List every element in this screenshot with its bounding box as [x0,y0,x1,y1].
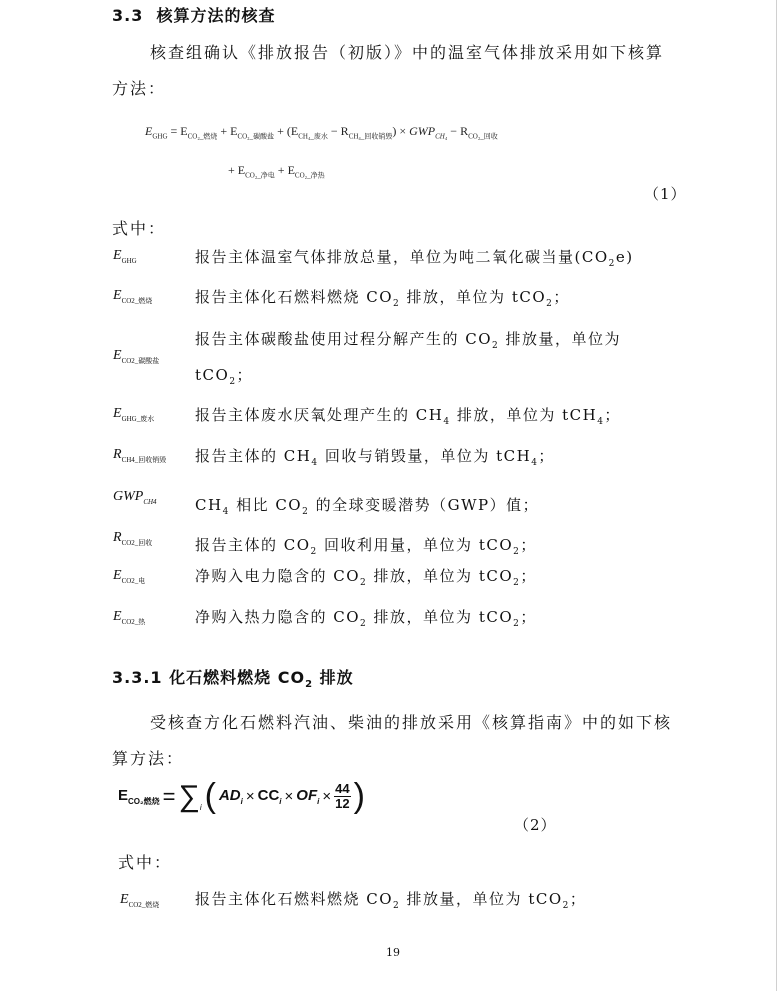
section-heading [112,3,276,26]
subsection-number: 3.3.1 [112,668,163,687]
def-text-gwp-ch4: $CH_4$ 相比 $CO_2$ 的全球变暖潜势（GWP）值； [195,496,540,517]
formula-2-times-2: × [284,788,294,805]
def-text-r-co2-recovery: 报告主体的 $CO_2$ 回收利用量，单位为 tCO$_2$； [195,536,537,557]
def-symbol-e-co2-heat: $E_{CO2\_热}$ [113,609,146,626]
formula-2-number: （2） [514,816,557,834]
formula-1-term-net-heat: $E_{CO_2\_净热}$ [287,163,325,180]
where-label-1: 式中： [112,219,167,238]
formula-1-minus: − [330,124,338,138]
formula-1-term-net-power: $E_{CO_2\_净电}$ [237,163,275,180]
subsection-title: 化石燃料燃烧 $CO_2$ 排放 [169,668,354,691]
formula-1-number: （1） [644,185,687,203]
formula-2-equals: = [162,783,176,809]
def-text-e-ghg-wastewater: 报告主体废水厌氧处理产生的 $CH_4$ 排放，单位为 tCH$_4$； [195,406,621,427]
formula-1-plus-4: + [277,163,285,177]
formula-2-ad: $AD_i$ [218,787,243,806]
formula-2-right-paren: ) [353,777,365,815]
intro2-line-1: 受核查方化石燃料汽油、柴油的排放采用《核算指南》中的如下核 [150,713,673,732]
def-symbol-e-co2-combustion: $E_{CO2\_燃烧}$ [113,288,153,305]
where-label-2: 式中： [118,853,173,872]
formula-1-equals: = [170,124,178,138]
page-number: 19 [386,946,400,959]
formula-1-minus-2: − [450,124,458,138]
def-symbol-r-co2-recovery: $R_{CO2\_回收}$ [113,530,153,547]
formula-2-left-paren: ( [204,777,216,815]
def-symbol-e-ghg-wastewater: $E_{GHG\_废水}$ [113,406,155,423]
formula-1-term-combustion: $E_{CO_2\_燃烧}$ [180,124,218,141]
formula-1-term-wastewater: $E_{CH_4\_废水}$ [290,124,328,141]
def-text-e-co2-heat: 净购入热力隐含的 $CO_2$ 排放，单位为 tCO$_2$； [195,608,537,629]
formula-2-lhs: $E_{CO_2燃烧}$ [118,786,160,806]
def-symbol-e-co2-power: $E_{CO2\_电}$ [113,568,146,585]
section-number: 3.3 [112,6,144,25]
formula-2-times-1: × [245,788,255,805]
formula-1-close-times: ) × [392,124,407,138]
formula-1-term-carbonate: $E_{CO_2\_碳酸盐}$ [230,124,275,141]
def-symbol-e-co2-carbonate: $E_{CO2\_碳酸盐}$ [113,348,160,365]
def-text-e-ghg: 报告主体温室气体排放总量，单位为吨二氧化碳当量$(CO_2e)$ [195,248,634,269]
def-text-e-co2-carbonate-line-2: tCO$_2$； [195,366,254,387]
def-text-r-ch4-recovery: 报告主体的 $CH_4$ 回收与销毁量，单位为 tCH$_4$； [195,447,555,468]
def-text-e-co2-carbonate: 报告主体碳酸盐使用过程分解产生的 $CO_2$ 排放量，单位为 [195,330,622,351]
formula-1-plus-3: + [228,163,235,177]
formula-1-lhs: $E_{GHG}$ [145,124,168,141]
formula-1-line-1 [145,124,498,141]
formula-2 [118,777,365,816]
def-symbol-e-co2-combustion-2: $E_{CO2\_燃烧}$ [120,892,160,909]
intro2-line-2: 算方法： [112,749,185,768]
formula-1-line-2 [228,163,325,180]
formula-1-term-gwp: $GWP_{CH_4}$ [409,124,448,141]
formula-2-of: $OF_i$ [296,787,320,806]
intro-line-1: 核查组确认《排放报告（初版）》中的温室气体排放采用如下核算 [150,43,665,62]
page-right-border [776,0,777,991]
intro-line-2: 方法： [112,79,167,98]
def-symbol-r-ch4-recovery: $R_{CH4\_回收销毁}$ [113,447,167,464]
def-symbol-e-ghg: $E_{GHG}$ [113,248,137,265]
formula-1-plus: + [220,124,228,138]
formula-1-term-co2-recovery: $R_{CO_2\_回收}$ [460,124,498,141]
formula-2-fraction [334,782,350,811]
def-text-e-co2-combustion-2: 报告主体化石燃料燃烧 $CO_2$ 排放量，单位为 tCO$_2$； [195,890,587,911]
formula-2-cc: $CC_i$ [257,787,282,806]
formula-2-sum: $\sum_i$ [178,779,202,813]
def-symbol-gwp-ch4: $GWP_{CH4}$ [113,489,157,506]
def-text-e-co2-combustion: 报告主体化石燃料燃烧 $CO_2$ 排放，单位为 tCO$_2$； [195,288,570,309]
formula-1-plus-paren: + ( [277,124,291,138]
formula-2-fraction-denominator: 12 [335,796,350,811]
formula-2-times-3: × [322,788,332,805]
formula-2-fraction-numerator: 44 [335,781,350,796]
formula-1-term-ch4-recovery: $R_{CH_4\_回收销毁}$ [340,124,393,141]
subsection-heading [112,665,354,690]
section-title: 核算方法的核查 [156,6,276,25]
def-text-e-co2-power: 净购入电力隐含的 $CO_2$ 排放，单位为 tCO$_2$； [195,567,537,588]
